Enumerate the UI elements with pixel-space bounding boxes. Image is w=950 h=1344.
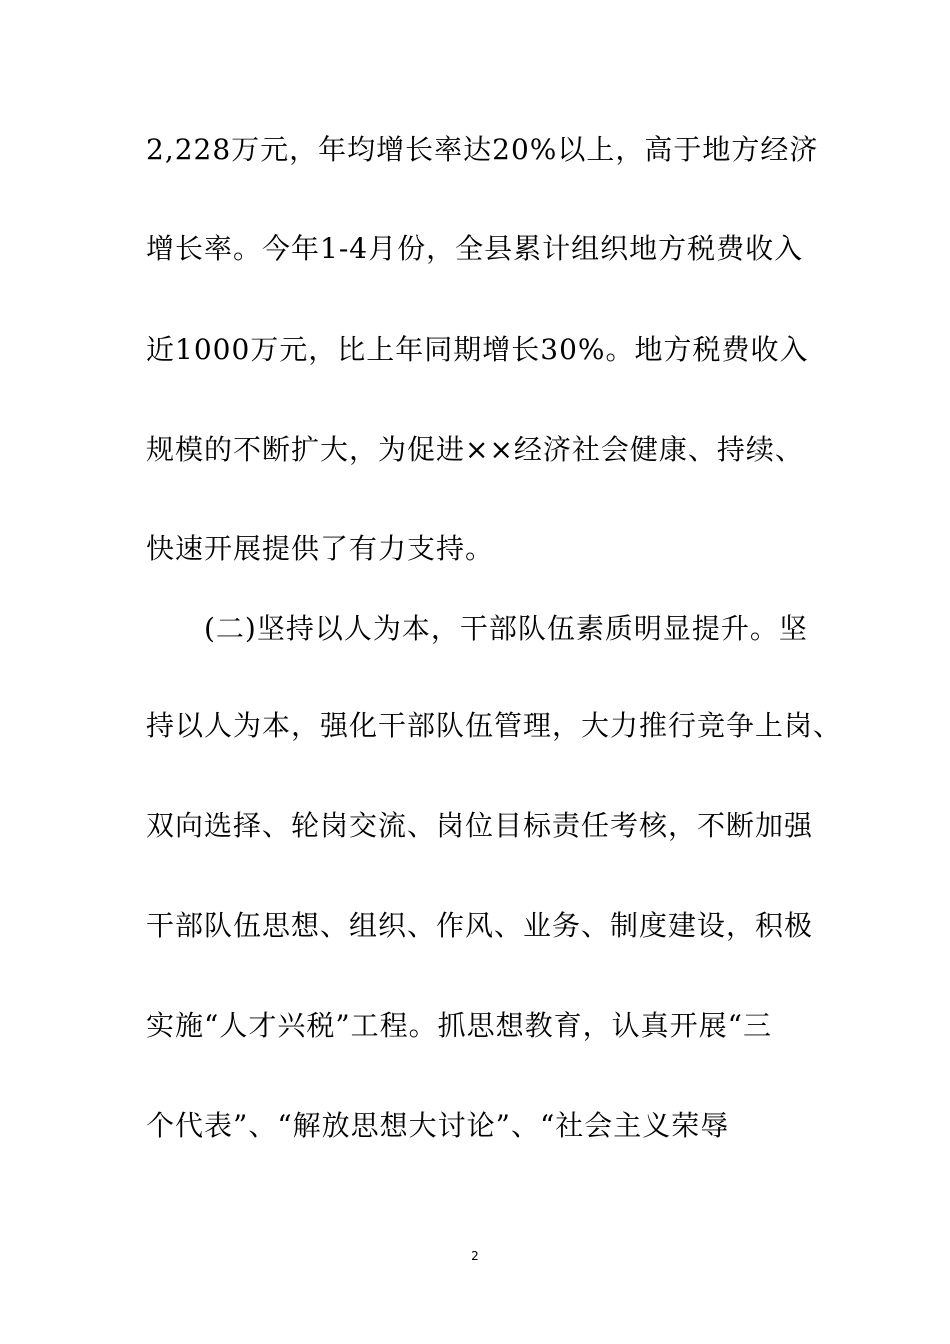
body-text-line: 实施“人才兴税”工程。抓思想教育，认真开展“三: [146, 1009, 772, 1042]
body-text-line: 增长率。今年1-4月份，全县累计组织地方税费收入: [146, 232, 804, 265]
body-text-line: 规模的不断扩大，为促进××经济社会健康、持续、: [146, 433, 804, 466]
body-text-line: 2,228万元，年均增长率达20%以上，高于地方经济: [146, 133, 819, 166]
body-text-line: 双向选择、轮岗交流、岗位目标责任考核，不断加强: [146, 809, 814, 842]
body-text-line: 个代表”、“解放思想大讨论”、“社会主义荣辱: [146, 1109, 730, 1142]
body-text-line: 快速开展提供了有力支持。: [146, 532, 495, 565]
body-text-line: 干部队伍思想、组织、作风、业务、制度建设，积极: [146, 909, 814, 942]
body-text-line: 持以人为本，强化干部队伍管理，大力推行竞争上岗、: [146, 709, 843, 742]
page-number: 2: [471, 1249, 479, 1263]
body-text-line: 近1000万元，比上年同期增长30%。地方税费收入: [146, 333, 809, 366]
section-heading-line: (二)坚持以人为本，干部队伍素质明显提升。坚: [204, 612, 808, 645]
